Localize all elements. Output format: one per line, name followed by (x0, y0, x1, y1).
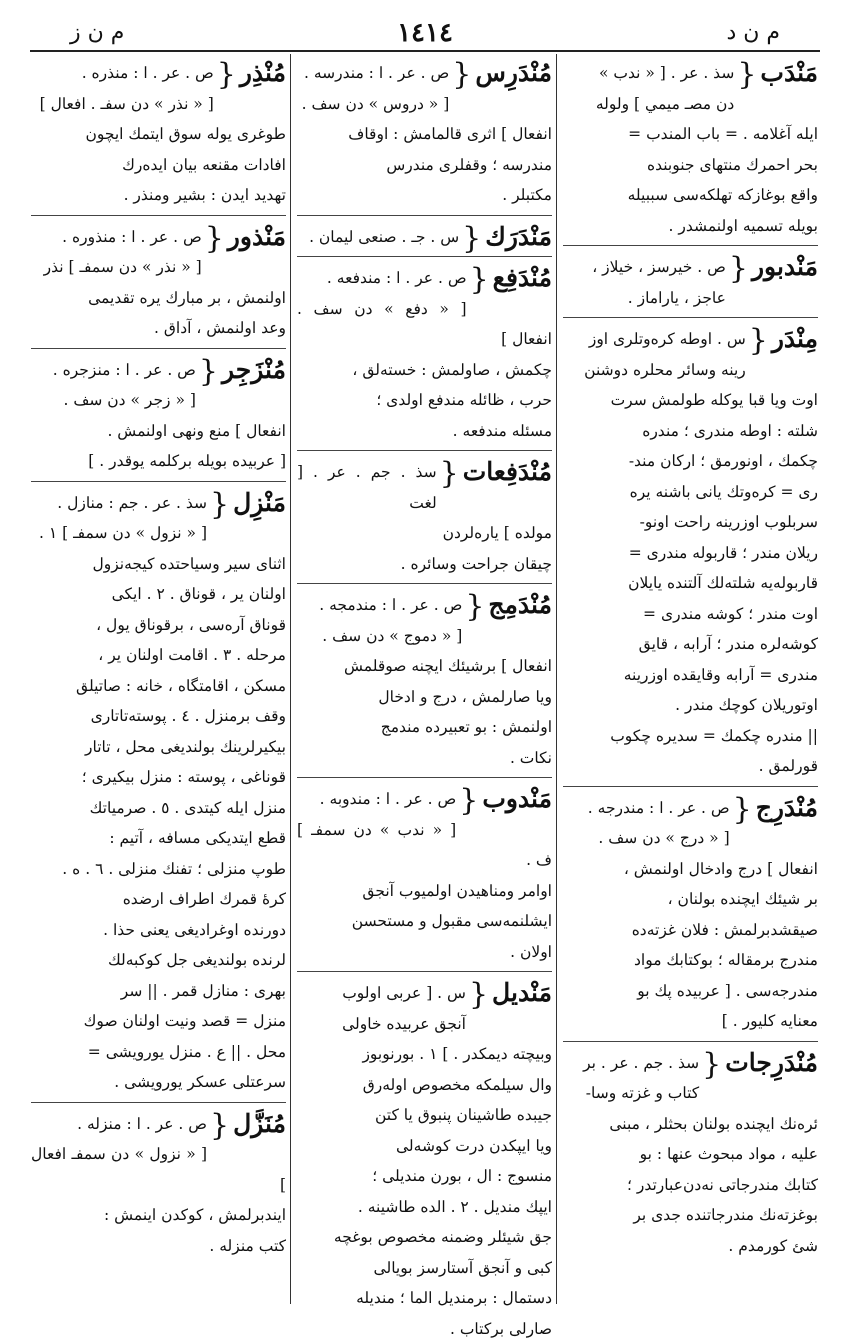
entry-text-line: [ « دروس » دن سف . (297, 89, 552, 120)
entry-text-line: جق شيئلر وضمنه مخصوص بوغچه (297, 1222, 552, 1253)
column-divider (556, 54, 557, 1304)
headword-brace: { (729, 252, 748, 286)
entry-text-line: [ « زجر » دن سف . (31, 385, 286, 416)
entry-text-line: چكمك ، اونورمق ؛ اركان مند- (563, 446, 818, 477)
dictionary-entry (297, 978, 552, 1344)
entry-text-line: كبى و آنجق آستارسز بويالى (297, 1253, 552, 1284)
entry-headword: مِنْدَر (768, 322, 818, 356)
entry-headword: مُنْذِر (236, 56, 286, 90)
entry-separator (297, 215, 552, 216)
entry-separator (297, 450, 552, 451)
entry-text-line: ويا ايپكدن درت كوشه‌لى (297, 1131, 552, 1162)
entry-separator (563, 245, 818, 246)
entry-text-line: اولنمش : بو تعبيرده مندمج (297, 712, 552, 743)
page-header (30, 14, 820, 50)
entry-text-line: اثناى سير وسياحتده كيجه‌نزول (31, 549, 286, 580)
entry-headword: مَنْديل (488, 976, 552, 1010)
entry-text-line: وقف برمنزل . ٤ . پوسته‌تاتارى (31, 701, 286, 732)
dictionary-entry (31, 355, 286, 477)
entry-text-line: مندرى = آرابه وقايقده اوزرينه (563, 660, 818, 691)
entry-text-line: ص . عر . ا : مندرجه . (563, 793, 818, 824)
column-middle (297, 58, 552, 1298)
dictionary-entry (31, 1109, 286, 1262)
entry-text-line: [ « دموج » دن سف . (297, 621, 552, 652)
entry-text-line: مسئله مندفعه . (297, 416, 552, 447)
entry-separator (297, 583, 552, 584)
entry-separator (563, 317, 818, 318)
column-right (563, 58, 818, 1298)
header-right-letters: م ن د (726, 20, 780, 45)
dictionary-entry (297, 58, 552, 211)
entry-headword: مُنْدَفِع (489, 261, 552, 295)
entry-text-line: عاجز ، ياراماز . (563, 283, 818, 314)
entry-text-line: قاربولەيه شلته‌لك آلتنده يايلان (563, 568, 818, 599)
dictionary-entry (563, 324, 818, 782)
entry-text-line: طوپ منزلى ؛ تفنك منزلى . ٦ . ه . (31, 854, 286, 885)
entry-text-line: ريلان مندر ؛ قاربوله مندرى = (563, 538, 818, 569)
entry-headword: مَنْدبور (748, 250, 818, 284)
dictionary-entry (31, 488, 286, 1098)
entry-text-line: [ « نذر » دن سمفـ ] نذر (31, 252, 286, 283)
entry-headword: مَنْدوب (478, 782, 552, 816)
headword-brace: { (452, 58, 471, 92)
entry-text-line: انفعال ] برشيئك ايچنه صوقلمش (297, 651, 552, 682)
entry-text-line: رى = كره‌وتك يانى باشنه يره (563, 477, 818, 508)
headword-brace: { (210, 488, 229, 522)
entry-text-line: اوتوريلان كوچك مندر . (563, 690, 818, 721)
entry-separator (563, 786, 818, 787)
entry-text-line: مندرجه‌سى . [ عربيده پك بو (563, 976, 818, 1007)
entry-text-line: آنجق عربيده خاولى (297, 1009, 552, 1040)
entry-text-line: كتاب و غزته وسا- (563, 1078, 818, 1109)
entry-text-line: ايله آغلامه . = باب المندب = (563, 119, 818, 150)
headword-brace: { (217, 58, 236, 92)
entry-text-line: شلته : اوطه مندرى ؛ مندره (563, 416, 818, 447)
entry-text-line: [ « درج » دن سف . (563, 823, 818, 854)
column-left (31, 58, 286, 1298)
entry-text-line: اولان . (297, 937, 552, 968)
entry-text-line: نكات . (297, 743, 552, 774)
entry-text-line: ص . عر . ا : مندوبه . (297, 784, 552, 815)
entry-text-line: چكمش ، صاولمش : خسته‌لق ، (297, 355, 552, 386)
entry-text-line: انفعال ] منع ونهى اولنمش . (31, 416, 286, 447)
entry-text-line: طوغرى يوله سوق ايتمك ايچون (31, 119, 286, 150)
entry-text-line: س . جـ . صنعى ليمان . (297, 222, 552, 253)
entry-text-line: [ « نذر » دن سفـ . افعال ] (31, 89, 286, 120)
dictionary-entry (297, 457, 552, 579)
entry-text-line: [ « ندب » دن سمفـ ] ف . (297, 815, 552, 876)
entry-text-line: مسكن ، اقامتگاه ، خانه : صاتيلق (31, 671, 286, 702)
entry-text-line: اوت مندر ؛ كوشه مندرى = (563, 599, 818, 630)
dictionary-entry (297, 263, 552, 446)
entry-text-line: ايپك منديل . ٢ . الده طاشينه . (297, 1192, 552, 1223)
entry-text-line: كوشه‌لره مندر ؛ آرابه ، قايق (563, 629, 818, 660)
entry-headword: مَنْزِل (229, 486, 286, 520)
entry-text-line: عليه ، مواد مبحوث عنها : بو (563, 1139, 818, 1170)
headword-brace: { (199, 355, 218, 389)
entry-headword: مُنْدَرِس (471, 56, 552, 90)
headword-brace: { (210, 1109, 229, 1143)
entry-headword: مُنْدَرِج (752, 791, 818, 825)
entry-text-line: كتب منزله . (31, 1231, 286, 1262)
page-number: ١٤١٤ (397, 18, 453, 48)
entry-text-line: قوناق آره‌سى ، برقوناق يول ، (31, 610, 286, 641)
headword-brace: { (440, 457, 459, 491)
headword-brace: { (459, 784, 478, 818)
header-left-letters: م ن ز (70, 20, 124, 45)
headword-brace: { (737, 58, 756, 92)
entry-headword: مُنْدَفِعات (459, 455, 552, 489)
entry-text-line: [ عربيده بويله بركلمه يوقدر . ] (31, 446, 286, 477)
entry-text-line: حرب ، ظائله مندفع اولدى ؛ (297, 385, 552, 416)
entry-text-line: ص . عر . ا : منزجره . (31, 355, 286, 386)
entry-text-line: انفعال ] اثرى قالمامش : اوقاف (297, 119, 552, 150)
entry-text-line: مندرج برمقاله ؛ بوكتابك مواد (563, 945, 818, 976)
entry-separator (31, 215, 286, 216)
entry-text-line: س . اوطه كره‌وتلرى اوز (563, 324, 818, 355)
entry-text-line: بويله تسميه اولنمشدر . (563, 211, 818, 242)
dictionary-entry (297, 590, 552, 773)
entry-text-line: وعد اولنمش ، آداق . (31, 313, 286, 344)
headword-brace: { (733, 793, 752, 827)
entry-text-line: جيبده طاشينان پنبوق يا كتن (297, 1100, 552, 1131)
entry-headword: مُنْدَرِجات (721, 1046, 818, 1080)
entry-text-line: منزل ايله كيتدى . ٥ . صرمياتك (31, 793, 286, 824)
entry-text-line: كرهٔ قمرك اطراف ارضده (31, 884, 286, 915)
entry-text-line: بحر احمرك منتهاى جنوبنده (563, 150, 818, 181)
entry-headword: مُنْزَجِر (218, 353, 286, 387)
entry-text-line: صيقشدبرلمش : فلان غزته‌ده (563, 915, 818, 946)
entry-headword: مُنَزَّل (229, 1107, 286, 1141)
headword-brace: { (462, 222, 481, 256)
entry-text-line: ص . عر . ا : مندفعه . (297, 263, 552, 294)
entry-text-line: معنايه كليور . ] (563, 1006, 818, 1037)
entry-text-line: س . [ عربى اولوب (297, 978, 552, 1009)
entry-text-line: لرنده بولنديغى جل كوكبه‌لك (31, 945, 286, 976)
headword-brace: { (469, 978, 488, 1012)
entry-text-line: دستمال : برمنديل الما ؛ منديله (297, 1283, 552, 1314)
entry-text-line: منزل = قصد ونيت اولنان صوك (31, 1006, 286, 1037)
entry-text-line: ص . عر . ا : منذوره . (31, 222, 286, 253)
entry-text-line: ايشلنمه‌سى مقبول و مستحسن (297, 906, 552, 937)
dictionary-entry (563, 1048, 818, 1262)
entry-text-line: مكتبلر . (297, 180, 552, 211)
entry-text-line: [ « نزول » دن سمفـ ] ١ . (31, 518, 286, 549)
entry-text-line: افادات مقنعه بيان ايده‌رك (31, 150, 286, 181)
entry-text-line: مولده ] ياره‌لردن (297, 518, 552, 549)
entry-separator (31, 1102, 286, 1103)
entry-text-line: [ « نزول » دن سمفـ افعال ] (31, 1139, 286, 1200)
entry-text-line: چيقان جراحت وسائره . (297, 549, 552, 580)
entry-text-line: ص . خيرسز ، خيلاز ، (563, 252, 818, 283)
entry-text-line: سذ . جم . عر . بر (563, 1048, 818, 1079)
entry-headword: مَنْذور (224, 220, 286, 254)
entry-text-line: مندرسه ؛ وقفلرى مندرس (297, 150, 552, 181)
entry-text-line: اولنان ير ، قوناق . ٢ . ايكى (31, 579, 286, 610)
entry-text-line: مرحله . ٣ . اقامت اولنان ير ، (31, 640, 286, 671)
entry-text-line: ص . عر . ا : منذره . (31, 58, 286, 89)
dictionary-entry (31, 222, 286, 344)
entry-text-line: انفعال ] درج وادخال اولنمش ، (563, 854, 818, 885)
entry-text-line: ئره‌نك ايچنده بولنان بحثلر ، مبنى (563, 1109, 818, 1140)
entry-separator (297, 971, 552, 972)
entry-text-line: ص . عر . ا : مندمجه . (297, 590, 552, 621)
entry-separator (297, 256, 552, 257)
entry-text-line: دورنده اوغراديغى يعنى حذا . (31, 915, 286, 946)
entry-text-line: صارلى بركتاب . (297, 1314, 552, 1344)
entry-headword: مَنْدَب (756, 56, 818, 90)
entry-text-line: ويا صارلمش ، درج و ادخال (297, 682, 552, 713)
entry-text-line: || مندره چكمك = سديره چكوب (563, 721, 818, 752)
dictionary-entry (563, 252, 818, 313)
column-divider (290, 54, 291, 1304)
dictionary-entry (297, 222, 552, 253)
header-rule (30, 50, 820, 52)
headword-brace: { (205, 222, 224, 256)
entry-text-line: ص . عر . ا : مندرسه . (297, 58, 552, 89)
entry-text-line: تهديد ايدن : بشير ومنذر . (31, 180, 286, 211)
entry-text-line: منسوج : ال ، بورن منديلى ؛ (297, 1161, 552, 1192)
entry-text-line: سذ . عر . جم : منازل . (31, 488, 286, 519)
entry-text-line: بيكيرلرينك بولنديغى محل ، تاتار (31, 732, 286, 763)
entry-headword: مُنْدَمِج (484, 588, 552, 622)
dictionary-entry (563, 58, 818, 241)
entry-text-line: اوامر ومناهيدن اولميوب آنجق (297, 876, 552, 907)
entry-text-line: سذ . عر . [ « ندب » (563, 58, 818, 89)
entry-text-line: اولنمش ، بر مبارك يره تقديمى (31, 283, 286, 314)
entry-text-line: وال سيلمكه مخصوص اوله‌رق (297, 1070, 552, 1101)
entry-text-line: بهرى : منازل قمر . || سر (31, 976, 286, 1007)
headword-brace: { (749, 324, 768, 358)
entry-text-line: بوغزته‌نك مندرجاتنده جدى بر (563, 1200, 818, 1231)
entry-text-line: واقع بوغازكه تهلكه‌سى سببيله (563, 180, 818, 211)
entry-text-line: وبيچته ديمكدر . ] ١ . بورنوبوز (297, 1039, 552, 1070)
entry-text-line: دن مصـ ميمي ] ولوله (563, 89, 818, 120)
entry-text-line: ايندبرلمش ، كوكدن اينمش : (31, 1200, 286, 1231)
entry-text-line: سربلوب اوزرينه راحت اونو- (563, 507, 818, 538)
entry-text-line: رينه وسائر محلره دوشنن (563, 355, 818, 386)
entry-text-line: قطع ايتديكى مسافه ، آتيم : (31, 823, 286, 854)
headword-brace: { (702, 1048, 721, 1082)
entry-text-line: محل . || ع . منزل يورويشى = (31, 1037, 286, 1068)
entry-text-line: قورلمق . (563, 751, 818, 782)
entry-text-line: بر شيئك ايچنده بولنان ، (563, 884, 818, 915)
dictionary-entry (297, 784, 552, 967)
entry-headword: مَنْدَرَك (481, 220, 552, 254)
entry-text-line: اوت ويا قبا يوكله طولمش سرت (563, 385, 818, 416)
entry-text-line: سرعتلى عسكر يورويشى . (31, 1067, 286, 1098)
headword-brace: { (470, 263, 489, 297)
entry-text-line: سذ . جم . عر . [ لغت (297, 457, 552, 518)
entry-text-line: كتابك مندرجاتى نه‌دن‌عبارتدر ؛ (563, 1170, 818, 1201)
entry-separator (31, 348, 286, 349)
entry-text-line: قوناغى ، پوسته : منزل بيكيرى ؛ (31, 762, 286, 793)
entry-separator (297, 777, 552, 778)
entry-separator (563, 1041, 818, 1042)
dictionary-entry (31, 58, 286, 211)
headword-brace: { (465, 590, 484, 624)
entry-separator (31, 481, 286, 482)
entry-text-line: شئ كورمدم . (563, 1231, 818, 1262)
entry-text-line: [ « دفع » دن سف . انفعال ] (297, 294, 552, 355)
dictionary-entry (563, 793, 818, 1037)
entry-text-line: ص . عر . ا : منزله . (31, 1109, 286, 1140)
